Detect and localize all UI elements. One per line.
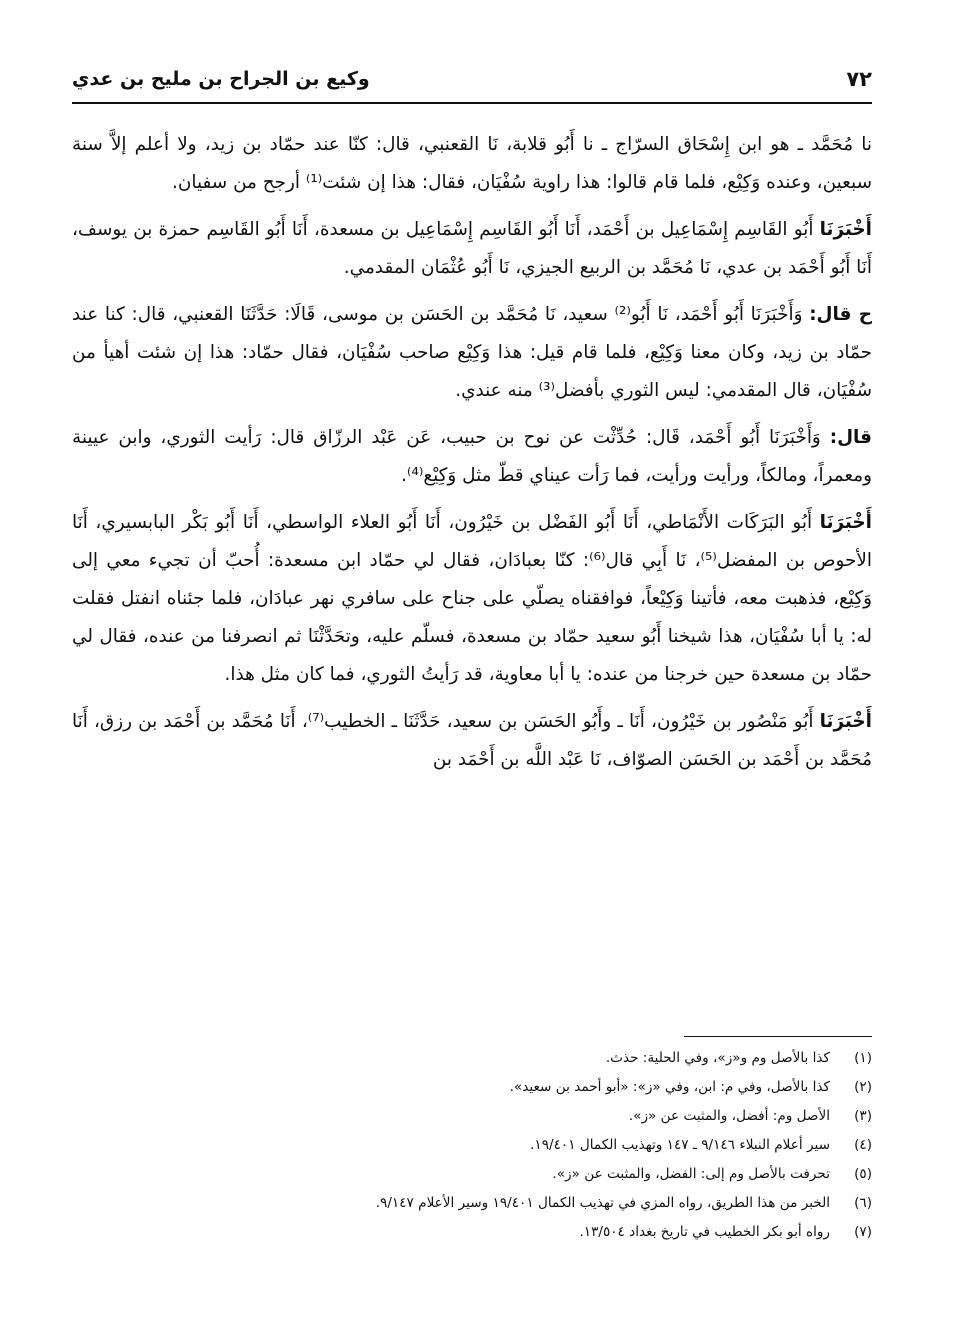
paragraph [72, 296, 872, 410]
paragraph-lead: ح قال: [809, 304, 872, 325]
footnote-number: (٥) [854, 1166, 872, 1182]
footnote-number: (١) [854, 1050, 872, 1066]
footnote-number: (٦) [854, 1195, 872, 1211]
footnote [72, 1073, 872, 1102]
paragraph [72, 126, 872, 202]
footnote [72, 1218, 872, 1247]
footnote-text: سير أعلام النبلاء ٩/١٤٦ ـ ١٤٧ وتهذيب الكمال ١٩/٤٠١. [530, 1137, 830, 1153]
paragraph-text: وَأَخْبَرَنَا أَبُو أَحْمَد، نَا أَبُو⁽²⁾ سعيد، نَا مُحَمَّد بن الحَسَن بن موسى، قَالَا: حَدَّثَنَا القعنبي، قال: كنا عند حمّاد بن زيد، وكان معنا وَكِيْع، فلما قام قيل: هذا وَكِيْع صاحب سُفْيَان، فقال حمّاد: هذا إن شئت أهيأ من سُفْيَان، قال المقدمي: ليس الثوري بأفضل⁽³⁾ منه عندي. [72, 304, 872, 401]
paragraph-text: نا مُحَمَّد ـ هو ابن إِسْحَاق السرّاج ـ نا أَبُو قلابة، نَا القعنبي، قال: كنّا عند حمّاد بن زيد، ولا أعلم إلاَّ سنة سبعين، وعنده وَكِيْع، فلما قام قالوا: هذا راوية سُفْيَان، فقال: هذا إن شئت⁽¹⁾ أرجح من سفيان. [72, 134, 872, 193]
paragraph [72, 211, 872, 287]
footnote [72, 1189, 872, 1218]
running-head [72, 62, 872, 96]
paragraph [72, 703, 872, 779]
paragraph-text: أَبُو مَنْصُور بن خَيْرُون، أَنَا ـ وأَبُو الحَسَن بن سعيد، حَدَّثَنَا ـ الخطيب⁽⁷⁾، أَنَا مُحَمَّد بن أَحْمَد بن رزق، أَنَا مُحَمَّد بن أَحْمَد بن الحَسَن الصوّاف، نَا عَبْد اللَّه بن أَحْمَد بن [72, 711, 872, 770]
paragraph-lead: أَخْبَرَنَا [819, 711, 872, 732]
footnote-number: (٤) [854, 1137, 872, 1153]
main-text [72, 126, 872, 788]
footnote-text: كذا بالأصل وم و«ز»، وفي الحلية: حذث. [605, 1050, 830, 1066]
header-rule [72, 102, 872, 104]
paragraph [72, 504, 872, 694]
page-number: ٧٢ [846, 67, 872, 91]
paragraph-text: أَبُو القَاسِم إِسْمَاعِيل بن أَحْمَد، أَنَا أَبُو القَاسِم إِسْمَاعِيل بن مسعدة، أَنَا أَبُو القَاسِم حمزة بن يوسف، أَنَا أَبُو أَحْمَد بن عدي، نَا مُحَمَّد بن الربيع الجيزي، نَا أَبُو عُثْمَان المقدمي. [72, 219, 872, 278]
footnote-text: كذا بالأصل، وفي م: ابن، وفي «ز»: «أبو أحمد بن سعيد». [509, 1079, 830, 1095]
paragraph-lead: قال: [829, 427, 872, 448]
paragraph-text: أَبُو البَرَكَات الأَنْمَاطي، أَنَا أَبُو الفَضْل بن خَيْرُون، أَنَا أَبُو العلاء الواسطي، أَنَا أَبُو بَكْر البابسيري، أَنَا الأحوص بن المفضل⁽⁵⁾، نَا أَبِي قال⁽⁶⁾: كنّا بعبادَان، فقال لي حمّاد ابن مسعدة: أُحبّ أن تجيء معي إلى وَكِيْع، فذهبت معه، فأتينا وَكِيْعاً، فوافقناه يصلّي على جناح على سافري نهر عبادَان، فلما جئناه انفتل فقلت له: يا أبا سُفْيَان، هذا شيخنا أَبُو سعيد حمّاد بن مسعدة، فسلّم عليه، وتحَدَّثْنَا ثم انصرفنا من عنده، فقال لي حمّاد بن مسعدة حين خرجنا من عنده: يا أبا معاوية، قد رَأيتُ الثوري، فما كان مثل هذا. [72, 512, 872, 685]
footnote [72, 1131, 872, 1160]
footnote-text: الخبر من هذا الطريق، رواه المزي في تهذيب الكمال ١٩/٤٠١ وسير الأعلام ٩/١٤٧. [375, 1195, 830, 1211]
footnote-text: رواه أبو بكر الخطيب في تاريخ بغداد ١٣/٥٠٤. [579, 1224, 830, 1240]
footnote-number: (٣) [854, 1108, 872, 1124]
footnote [72, 1160, 872, 1189]
paragraph-text: وَأَخْبَرَنَا أَبُو أَحْمَد، قَال: حُدِّثْت عن نوح بن حبيب، عَن عَبْد الرزّاق قال: رَأيت الثوري، وابن عيينة ومعمراً، ومالكاً، ورأيت ورأيت، فما رَأت عيناي قطّ مثل وَكِيْع⁽⁴⁾. [72, 427, 872, 486]
paragraph-lead: أَخْبَرَنَا [819, 219, 872, 240]
footnote-number: (٢) [854, 1079, 872, 1095]
footnote-text: تحرفت بالأصل وم إلى: الفضل، والمثبت عن «ز». [552, 1166, 830, 1182]
footnotes [72, 1044, 872, 1247]
footnote-text: الأصل وم: أفضل، والمثبت عن «ز». [628, 1108, 830, 1124]
footnote-number: (٧) [854, 1224, 872, 1240]
footnote [72, 1044, 872, 1073]
running-title: وكيع بن الجراح بن مليح بن عدي [72, 68, 370, 90]
footnote [72, 1102, 872, 1131]
paragraph-lead: أَخْبَرَنَا [819, 512, 872, 533]
footnote-rule [684, 1036, 872, 1037]
paragraph [72, 419, 872, 495]
